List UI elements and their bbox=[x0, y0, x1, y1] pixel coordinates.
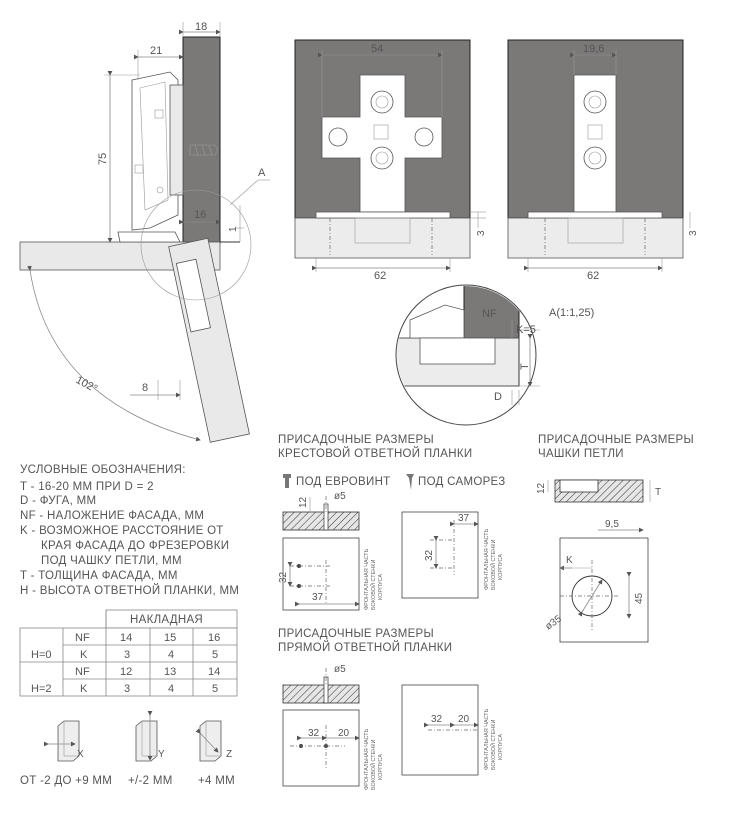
straight-title-1: ПРИСАДОЧНЫЕ РАЗМЕРЫ bbox=[278, 628, 434, 640]
cross-title-1: ПРИСАДОЧНЫЕ РАЗМЕРЫ bbox=[278, 434, 434, 446]
x-range: ОТ -2 ДО +9 ММ bbox=[20, 775, 113, 787]
table-cell: 15 bbox=[164, 632, 177, 644]
cup-dim-phi35: ø35 bbox=[543, 613, 564, 633]
self-tap-label: ПОД САМОРЕЗ bbox=[418, 476, 506, 488]
table-cell: 12 bbox=[120, 666, 133, 678]
straight-dim-20: 20 bbox=[338, 728, 350, 739]
table-h0: H=0 bbox=[31, 649, 52, 661]
x-label: X bbox=[77, 749, 84, 760]
dim-8: 8 bbox=[142, 382, 149, 394]
euro-screw-icon bbox=[283, 474, 291, 488]
z-adjust-icon bbox=[200, 721, 221, 761]
straight-dim-20b: 20 bbox=[458, 714, 470, 725]
cup-dim-t: T bbox=[655, 487, 662, 498]
legend-line: T - ТОЛЩИНА ФАСАДА, ММ bbox=[20, 570, 178, 582]
cross-dim-37: 37 bbox=[312, 592, 324, 603]
side-wall-label-2b: БОКОВОЙ СТЕНКИ bbox=[491, 539, 497, 590]
side-wall-label-2a: ФРОНТАЛЬНАЯ ЧАСТЬ bbox=[484, 528, 490, 590]
side-wall-label-1c: КОРПУСА bbox=[378, 573, 384, 600]
straight-title-2: ПРЯМОЙ ОТВЕТНОЙ ПЛАНКИ bbox=[278, 642, 453, 654]
table-cell: 3 bbox=[124, 649, 131, 661]
detail-k5-label: K=5 bbox=[516, 324, 536, 336]
table-k-0: K bbox=[80, 649, 88, 661]
legend-line: T - 16-20 ММ ПРИ D = 2 bbox=[20, 481, 154, 493]
cross-phi5: ø5 bbox=[334, 491, 346, 502]
dim-1: 1 bbox=[228, 226, 239, 232]
dim-19-6: 19,6 bbox=[583, 43, 605, 55]
straight-dim-32: 32 bbox=[308, 728, 320, 739]
x-adjust-icon bbox=[48, 721, 79, 761]
side-wall-label-1a: ФРОНТАЛЬНАЯ ЧАСТЬ bbox=[364, 548, 370, 610]
euro-screw-label: ПОД ЕВРОВИНТ bbox=[296, 476, 391, 488]
table-cell: 14 bbox=[208, 666, 221, 678]
legend-line: K - ВОЗМОЖНОЕ РАССТОЯНИЕ ОТ bbox=[20, 525, 224, 537]
legend-line: D - ФУГА, ММ bbox=[20, 495, 97, 507]
table-nf-0: NF bbox=[75, 632, 90, 644]
table-cell: 5 bbox=[212, 683, 219, 695]
cross-dim-37b: 37 bbox=[458, 513, 470, 524]
side-wall-label-3b: БОКОВОЙ СТЕНКИ bbox=[371, 739, 377, 790]
table-cell: 4 bbox=[168, 683, 175, 695]
side-wall-label-3c: КОРПУСА bbox=[378, 753, 384, 780]
table-h2: H=2 bbox=[31, 683, 52, 695]
side-wall-label-1b: БОКОВОЙ СТЕНКИ bbox=[371, 559, 377, 610]
side-wall-label-2c: КОРПУСА bbox=[498, 553, 504, 580]
cross-title-2: КРЕСТОВОЙ ОТВЕТНОЙ ПЛАНКИ bbox=[278, 448, 473, 460]
y-label: Y bbox=[158, 749, 165, 760]
self-tap-screw-icon bbox=[406, 474, 414, 490]
dim-54: 54 bbox=[371, 43, 384, 55]
legend-line: NF - НАЛОЖЕНИЕ ФАСАДА, ММ bbox=[20, 510, 205, 522]
table-cell: 16 bbox=[208, 632, 221, 644]
dim-21: 21 bbox=[150, 45, 163, 57]
detail-scale-label: A(1:1,25) bbox=[549, 307, 595, 319]
adjustment-icons bbox=[48, 715, 221, 761]
dim-3-left: 3 bbox=[476, 230, 487, 236]
plate-view-cross bbox=[295, 40, 486, 272]
cup-drill-diagram bbox=[548, 480, 650, 642]
table-k-1: K bbox=[80, 683, 88, 695]
legend-line: H - ВЫСОТА ОТВЕТНОЙ ПЛАНКИ, ММ bbox=[20, 585, 240, 597]
dim-18: 18 bbox=[195, 21, 208, 33]
table-nf-1: NF bbox=[75, 666, 90, 678]
cup-title-2: ЧАШКИ ПЕТЛИ bbox=[538, 448, 624, 460]
legend-title: УСЛОВНЫЕ ОБОЗНАЧЕНИЯ: bbox=[20, 464, 186, 476]
side-wall-label-3a: ФРОНТАЛЬНАЯ ЧАСТЬ bbox=[364, 728, 370, 790]
straight-phi5: ø5 bbox=[334, 664, 346, 675]
cup-dim-45: 45 bbox=[634, 592, 645, 604]
cup-dim-9-5: 9,5 bbox=[605, 519, 619, 530]
detail-a-view bbox=[395, 280, 540, 425]
dim-62-left: 62 bbox=[374, 270, 387, 282]
dim-16: 16 bbox=[194, 209, 207, 221]
detail-t-label: T bbox=[519, 363, 531, 370]
y-adjust-icon bbox=[136, 715, 157, 761]
detail-d-label: D bbox=[494, 391, 502, 403]
dim-75: 75 bbox=[97, 152, 109, 165]
cup-dim-12: 12 bbox=[536, 482, 547, 494]
table-cell: 13 bbox=[164, 666, 177, 678]
table-cell: 14 bbox=[120, 632, 133, 644]
legend-line: КРАЯ ФАСАДА ДО ФРЕЗЕРОВКИ bbox=[41, 540, 230, 552]
legend-line: ПОД ЧАШКУ ПЕТЛИ, ММ bbox=[41, 555, 182, 567]
detail-nf-label: NF bbox=[482, 308, 497, 320]
dim-62-right: 62 bbox=[587, 270, 600, 282]
z-label: Z bbox=[226, 749, 233, 760]
plate-view-straight bbox=[508, 40, 690, 272]
y-range: +/-2 ММ bbox=[128, 775, 173, 787]
dim-3-right: 3 bbox=[688, 230, 699, 236]
cup-title-1: ПРИСАДОЧНЫЕ РАЗМЕРЫ bbox=[538, 434, 694, 446]
straight-dim-32b: 32 bbox=[431, 714, 443, 725]
dim-102: 102° bbox=[73, 374, 100, 396]
table-header: НАКЛАДНАЯ bbox=[130, 614, 204, 626]
table-cell: 3 bbox=[124, 683, 131, 695]
cross-dim-32b: 32 bbox=[424, 549, 435, 561]
detail-a-label: A bbox=[258, 167, 266, 179]
cross-dim-32: 32 bbox=[278, 571, 289, 583]
table-cell: 5 bbox=[212, 649, 219, 661]
cup-dim-k: K bbox=[566, 555, 573, 566]
table-cell: 4 bbox=[168, 649, 175, 661]
side-wall-label-4a: ФРОНТАЛЬНАЯ ЧАСТЬ bbox=[484, 708, 490, 770]
side-wall-label-4b: БОКОВОЙ СТЕНКИ bbox=[491, 719, 497, 770]
cross-dim-12: 12 bbox=[298, 496, 309, 508]
z-range: +4 ММ bbox=[198, 775, 235, 787]
side-wall-label-4c: КОРПУСА bbox=[498, 733, 504, 760]
